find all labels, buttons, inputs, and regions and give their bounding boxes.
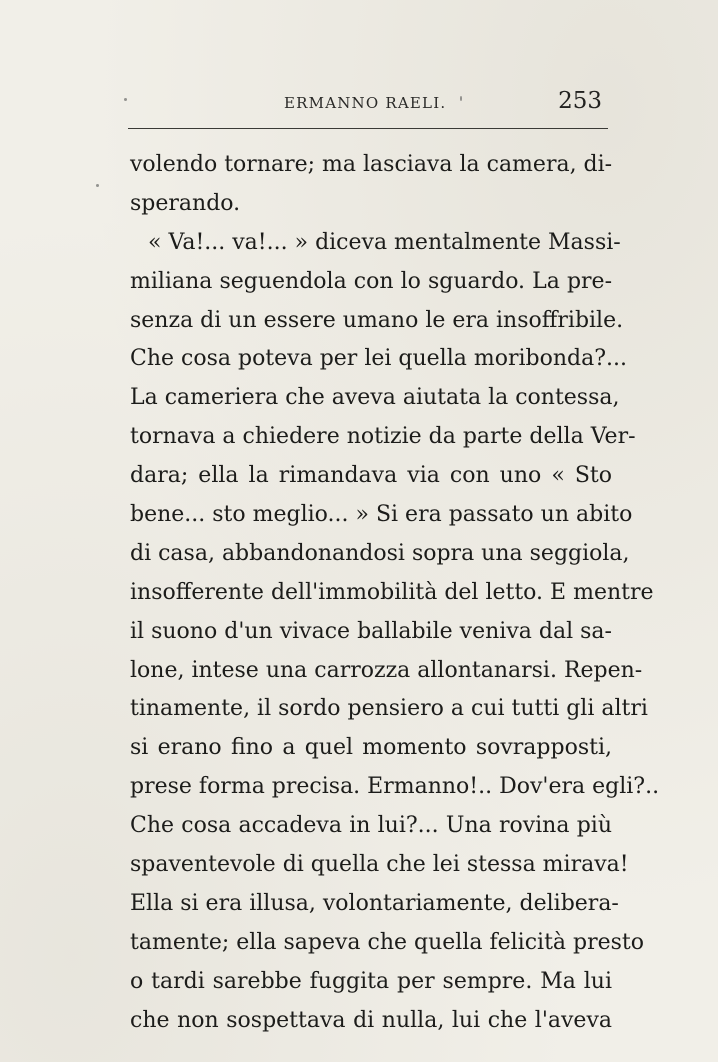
text-line: bene... sto meglio... » Si era passato un abito <box>130 502 633 528</box>
text-line: insofferente dell'immobilità del letto. E mentre <box>130 579 654 605</box>
text-line: di casa, abbandonandosi sopra una seggiola, <box>130 540 630 566</box>
text-line: « Va!... va!... » diceva mentalmente Massi- <box>148 229 621 255</box>
text-line: tinamente, il sordo pensiero a cui tutti gli altri <box>130 696 648 722</box>
text-line: miliana seguendola con lo sguardo. La pre- <box>130 268 612 294</box>
text-line: lone, intese una carrozza allontanarsi. Repen- <box>130 657 643 683</box>
text-line: sperando. <box>130 190 241 216</box>
text-line: volendo tornare; ma lasciava la camera, di- <box>130 152 613 177</box>
text-line: o tardi sarebbe fuggita per sempre. Ma lui <box>130 968 612 994</box>
text-line: dara; ella la rimandava via con uno « Sto <box>130 463 612 489</box>
text-line: Che cosa accadeva in lui?... Una rovina più <box>130 813 612 839</box>
text-line: spaventevole di quella che lei stessa mirava! <box>130 852 629 878</box>
text-line: Ella si era illusa, volontariamente, delibera- <box>130 890 619 916</box>
print-speck <box>96 184 99 187</box>
header-rule <box>128 128 608 129</box>
text-line: tamente; ella sapeva che quella felicità presto <box>130 929 645 955</box>
text-line: Che cosa poteva per lei quella moribonda?... <box>130 346 627 372</box>
page-number: 253 <box>558 88 602 114</box>
text-line: il suono d'un vivace ballabile veniva dal sa- <box>130 618 612 644</box>
page-header <box>128 88 610 118</box>
text-line: prese forma precisa. Ermanno!.. Dov'era egli?.. <box>130 774 660 800</box>
text-line: tornava a chiedere notizie da parte della Ver- <box>130 424 636 450</box>
print-speck <box>460 96 462 101</box>
running-head: ERMANNO RAELI. <box>284 94 447 112</box>
text-line: La cameriera che aveva aiutata la contessa, <box>130 385 620 411</box>
print-speck <box>124 98 127 101</box>
text-line: che non sospettava di nulla, lui che l'aveva <box>130 1007 612 1033</box>
text-line: senza di un essere umano le era insoffribile. <box>130 307 624 333</box>
text-line: si erano fino a quel momento sovrapposti, <box>130 735 612 761</box>
body-text <box>130 146 660 1040</box>
